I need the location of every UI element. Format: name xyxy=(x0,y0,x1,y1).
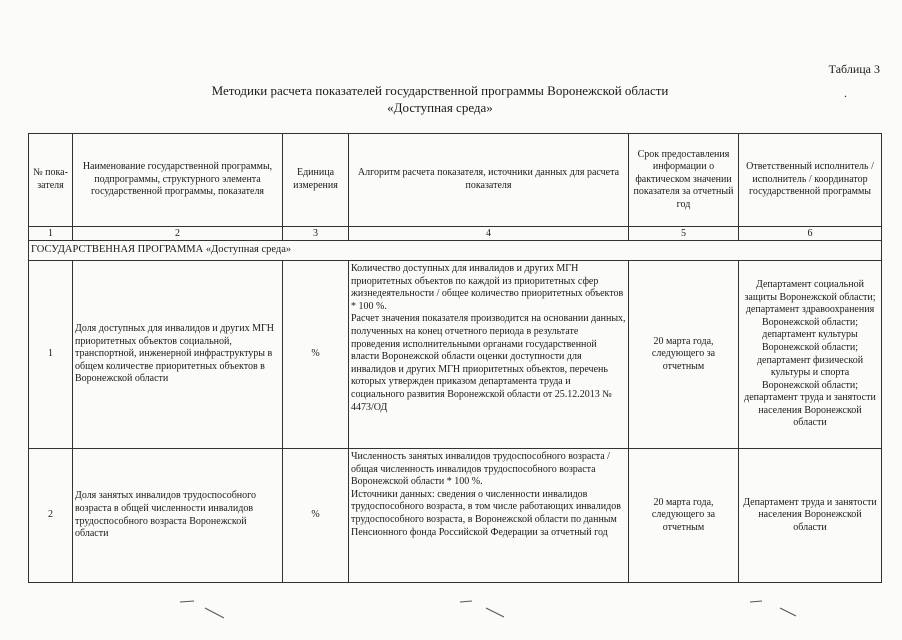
document-title-line2: «Доступная среда» xyxy=(387,100,493,115)
scan-mark xyxy=(486,608,504,617)
indicator-name: Доля доступных для инвалидов и других МГН приоритетных объектов социальной, транспортной, инженерной инфраструктуры в общем количестве приоритетных объектов в Воронежской области xyxy=(73,261,283,449)
column-number-row xyxy=(29,227,882,241)
indicator-unit: % xyxy=(283,261,349,449)
column-number: 3 xyxy=(283,227,349,241)
header-cell-algorithm: Алгоритм расчета показателя, источники данных для расчета показателя xyxy=(349,134,629,227)
table-header-row xyxy=(29,134,882,227)
indicator-algorithm xyxy=(349,261,629,449)
table-row xyxy=(29,261,882,449)
scan-mark xyxy=(780,608,796,616)
section-title: ГОСУДАРСТВЕННАЯ ПРОГРАММА «Доступная среда» xyxy=(29,241,882,261)
header-cell-name: Наименование государственной программы, подпрограммы, структурного элемента государственной программы, показателя xyxy=(73,134,283,227)
document-title xyxy=(140,82,740,116)
column-number: 4 xyxy=(349,227,629,241)
column-number: 2 xyxy=(73,227,283,241)
scan-mark xyxy=(180,601,194,602)
algorithm-source: Источники данных: сведения о численности инвалидов трудоспособного возраста, в том числе работающих инвалидов трудоспособного возраста, в Воронежской области по данным Пенсионного фонда Российской Федерации за отчетный год xyxy=(351,488,621,538)
indicator-responsible: Департамент труда и занятости населения Воронежской области xyxy=(739,449,882,583)
document-title-line1: Методики расчета показателей государственной программы Воронежской области xyxy=(211,83,669,98)
section-row xyxy=(29,241,882,261)
indicator-deadline: 20 марта года, следующего за отчетным xyxy=(629,261,739,449)
scan-mark xyxy=(460,601,472,602)
table-row xyxy=(29,449,882,583)
header-cell-responsible: Ответственный исполнитель / исполнитель / координатор государственной программы xyxy=(739,134,882,227)
algorithm-source: Расчет значения показателя производится на основании данных, полученных на конец отчетного периода в результате проведения исполнительными органами государственной власти Воронежской области оценки доступности для инвалидов и других МГН приоритетных объектов, перечень которых утвержден приказом департамента труда и социального развития Воронежской области от 25.12.2013 № 4473/ОД xyxy=(351,313,626,413)
stray-dot: . xyxy=(844,86,847,100)
methodology-table xyxy=(28,133,882,583)
column-number: 1 xyxy=(29,227,73,241)
table-number-label: Таблица 3 xyxy=(828,62,880,76)
header-cell-deadline: Срок предоставления информации о фактическом значении показателя за отчетный год xyxy=(629,134,739,227)
row-number: 1 xyxy=(29,261,73,449)
algorithm-formula: Численность занятых инвалидов трудоспособного возраста / общая численность инвалидов трудоспособного возраста Воронежской области * 100 %. xyxy=(351,451,610,488)
column-number: 5 xyxy=(629,227,739,241)
row-number: 2 xyxy=(29,449,73,583)
indicator-unit: % xyxy=(283,449,349,583)
indicator-deadline: 20 марта года, следующего за отчетным xyxy=(629,449,739,583)
header-cell-number: № пока-зателя xyxy=(29,134,73,227)
indicator-name: Доля занятых инвалидов трудоспособного возраста в общей численности инвалидов трудоспособного возраста Воронежской области xyxy=(73,449,283,583)
header-cell-unit: Единица измерения xyxy=(283,134,349,227)
algorithm-formula: Количество доступных для инвалидов и других МГН приоритетных объектов по каждой из приоритетных сфер жизнедеятельности / общее количество приоритетных объектов * 100 %. xyxy=(351,263,624,312)
indicator-responsible: Департамент социальной защиты Воронежской области; департамент здравоохранения Воронежской области; департамент культуры Воронежской области; департамент физической культуры и спорта Воронежской области; департамент труда и занятости населения Воронежской области xyxy=(739,261,882,449)
column-number: 6 xyxy=(739,227,882,241)
scan-artifact-marks xyxy=(0,596,902,636)
scan-mark xyxy=(205,608,224,618)
scan-mark xyxy=(750,601,762,602)
indicator-algorithm xyxy=(349,449,629,583)
